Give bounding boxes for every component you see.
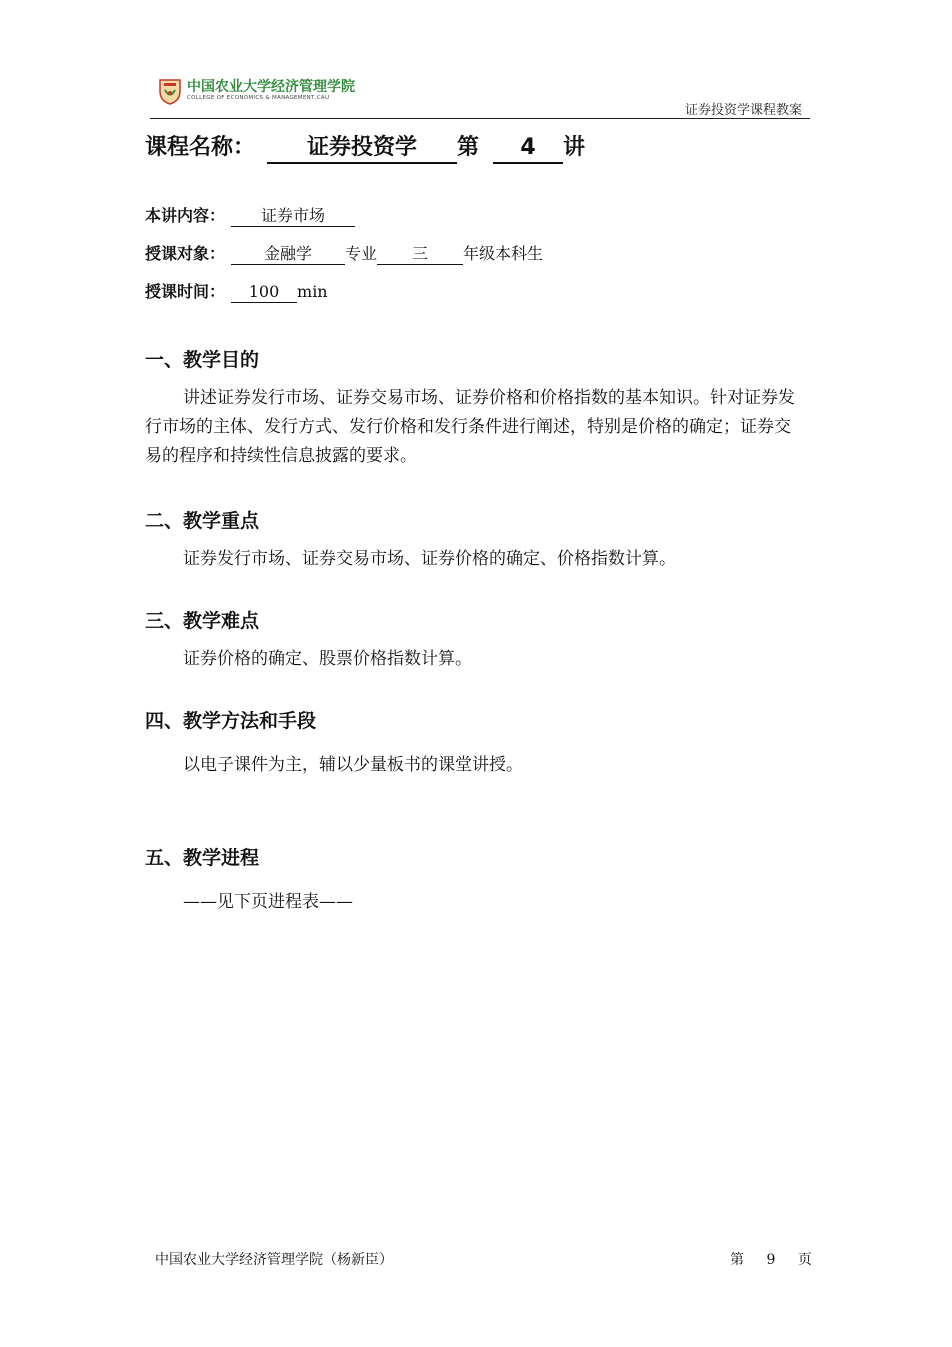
time-unit: min	[297, 282, 328, 301]
logo-chinese-name: 中国农业大学经济管理学院	[187, 79, 355, 95]
college-logo	[157, 75, 357, 109]
footer-page-number	[730, 1249, 812, 1269]
lecture-jiang: 讲	[563, 135, 586, 160]
page-number: 9	[766, 1252, 776, 1268]
header-course-title: 证券投资学课程教案	[684, 103, 802, 118]
course-title-line	[145, 130, 585, 164]
logo-english-name: COLLEGE OF ECONOMICS & MANAGEMENT,CAU	[187, 95, 330, 101]
college-emblem-icon	[157, 77, 183, 105]
audience-major: 金融学	[231, 244, 345, 265]
lecture-number: 4	[493, 134, 563, 164]
section-heading-objectives: 一、教学目的	[145, 349, 260, 371]
section-heading-key-points: 二、教学重点	[145, 510, 260, 532]
section-text-objectives: 讲述证券发行市场、证券交易市场、证券价格和价格指数的基本知识。针对证券发行市场的主体、发行方式、发行价格和发行条件进行阐述，特别是价格的确定；证券交易的程序和持续性信息披露的要求。	[145, 388, 795, 466]
time-value: 100	[231, 282, 297, 303]
section-text-key-points: 证券发行市场、证券交易市场、证券价格的确定、价格指数计算。	[183, 549, 676, 569]
page-prefix: 第	[730, 1252, 744, 1268]
major-word: 专业	[345, 244, 378, 263]
page-suffix: 页	[797, 1252, 812, 1268]
section-text-progress: ——见下页进程表——	[183, 892, 353, 912]
course-name-value: 证券投资学	[267, 134, 457, 164]
course-name-label: 课程名称：	[145, 135, 256, 160]
section-text-difficulties: 证券价格的确定、股票价格指数计算。	[183, 649, 472, 669]
footer-author: 中国农业大学经济管理学院（杨新臣）	[155, 1252, 393, 1268]
audience-label: 授课对象：	[145, 244, 226, 263]
lecture-content-line	[145, 203, 355, 227]
section-text-methods: 以电子课件为主，辅以少量板书的课堂讲授。	[183, 755, 523, 775]
header-divider	[150, 118, 810, 119]
content-label: 本讲内容：	[145, 206, 226, 225]
section-heading-difficulties: 三、教学难点	[145, 610, 260, 632]
section-heading-progress: 五、教学进程	[145, 847, 260, 869]
audience-line	[145, 241, 543, 265]
section-heading-methods: 四、教学方法和手段	[145, 710, 317, 732]
grade-suffix: 年级本科生	[463, 244, 544, 263]
audience-grade: 三	[377, 244, 463, 265]
lecture-di: 第	[457, 135, 480, 160]
time-label: 授课时间：	[145, 282, 226, 301]
content-value: 证券市场	[231, 206, 355, 227]
time-line	[145, 279, 328, 303]
